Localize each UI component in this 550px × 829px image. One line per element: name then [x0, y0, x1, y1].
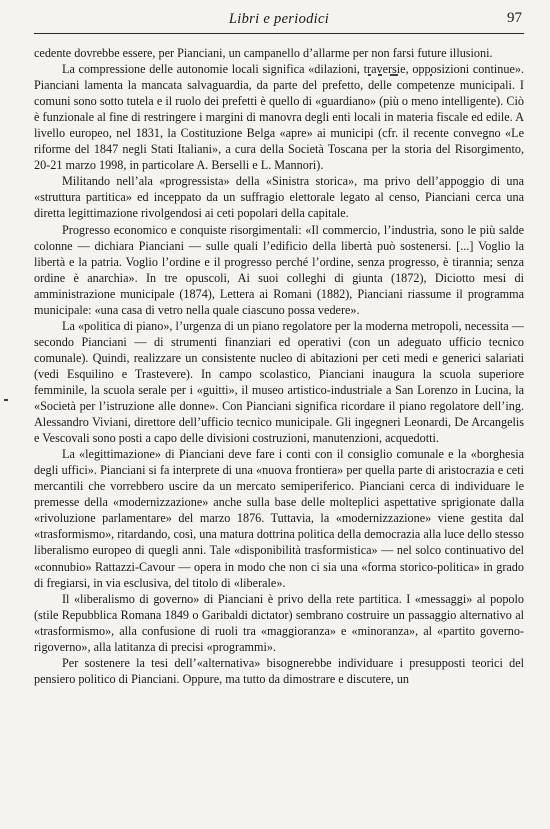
paragraph: Il «liberalismo di governo» di Pianciani è privo della rete partitica. I «messaggi» al popolo (stile Repubblica Romana 1849 o Garibaldi dictator) sembrano costruire un passaggio alternativo al «trasformismo», alla confusione di ruoli tra «maggioranza» e «minoranza», al «partito governo-rigoverno», alla latitanza di precisi «programmi». [34, 591, 524, 654]
page-header [34, 8, 524, 34]
page-number: 97 [507, 10, 522, 26]
body-text [34, 45, 524, 687]
header-rule [34, 33, 524, 34]
paragraph: La «legittimazione» di Pianciani deve fare i conti con il consiglio comunale e la «borghesia degli uffici». Pianciani si fa interprete di una «nuova frontiera» per quella parte di aristocrazia e ceti mercantili che vorrebbero uscire da un mercato semiperiferico. Pianciani cerca di individuare le premesse della «modernizzazione» anche sulla base delle molteplici aspettative sprigionate dalla «rivoluzione parlamentare» del marzo 1876. Tuttavia, la «modernizzazione» viene gestita dal «trasformismo», ritardando, così, una matura dottrina politica della democrazia alla luce dello stesso liberalismo europeo di quegli anni. Tale «disponibilità trasformistica» — nel solco continuativo del «connubio» Rattazzi-Cavour — opera in modo che non ci sia una «forma storico-politica» in grado di fregiarsi, in via esclusiva, del titolo di «liberale». [34, 447, 524, 590]
paragraph: Progresso economico e conquiste risorgimentali: «Il commercio, l’industria, sono le più salde colonne — dichiara Pianciani — sulle quali l’edificio della libertà può sostenersi. [...] Voglio la libertà e la patria. Voglio l’ordine e il progresso perché l’ordine, senza progresso, è tirannia; senza ordine è anarchia». In tre opuscoli, Ai suoi colleghi di giunta (1872), Diciotto mesi di amministrazione municipale (1874), Lettera ai Romani (1882), Pianciani riassume il programma municipale: «una casa di vetro nella quale ciascuno possa vedere». [34, 222, 524, 317]
paragraph: La compressione delle autonomie locali significa «dilazioni, traversie, opposizioni continue». Pianciani lamenta la mancata salvaguardia, da parte del prefetto, delle competenze municipali. I comuni sono sotto tutela e il ruolo dei prefetti è quello di «guardiano» (più o meno intelligente). Ciò è funzionale al fine di restringere i margini di manovra degli enti locali in materia fiscale ed edile. A livello europeo, nel 1831, la Costituzione Belga «apre» ai municipi (cfr. il recente convegno «Le riforme del 1847 negli Stati Italiani», a cura della Società Toscana per la storia del Risorgimento, 20-21 marzo 1998, in particolare A. Berselli e L. Mannori). [34, 62, 524, 173]
margin-mark [4, 399, 8, 401]
paragraph-continuation: cedente dovrebbe essere, per Pianciani, un campanello d’allarme per non farsi future illusioni. [34, 46, 493, 60]
paragraph: La «politica di piano», l’urgenza di un piano regolatore per la moderna metropoli, necessita — secondo Pianciani — di strumenti finanziari ed operativi (con un adeguato ufficio tecnico comunale). Quindi, realizzare un consistente nucleo di abitazioni per ceti medi e generici salariati (vedi Esquilino e Trastevere). In campo scolastico, Pianciani inaugura la scuola superiore femminile, la scuola serale per i «guitti», il museo artistico-industriale a San Lorenzo in Lucina, la «Società per l’istruzione alle donne». Con Pianciani significa ricordare il piano regolatore dell’ing. Alessandro Viviani, direttore dell’ufficio tecnico municipale. Gli ingegneri Leonardi, De Arcangelis e Vescovali sono posti a capo delle divisioni costruzioni, manutenzioni, acquedotti. [34, 318, 524, 446]
paragraph: Militando nell’ala «progressista» della «Sinistra storica», ma privo dell’appoggio di una «struttura partitica» ed inceppato da un suffragio elettorale legato al censo, Pianciani cerca una diretta legittimazione rivolgendosi ai ceti popolari della capitale. [34, 174, 524, 221]
running-title: Libri e periodici [228, 11, 330, 27]
paragraph: Per sostenere la tesi dell’«alternativa» bisognerebbe individuare i presupposti teorici del pensiero politico di Pianciani. Oppure, ma tutto da dimostrare e discutere, un [34, 655, 524, 686]
